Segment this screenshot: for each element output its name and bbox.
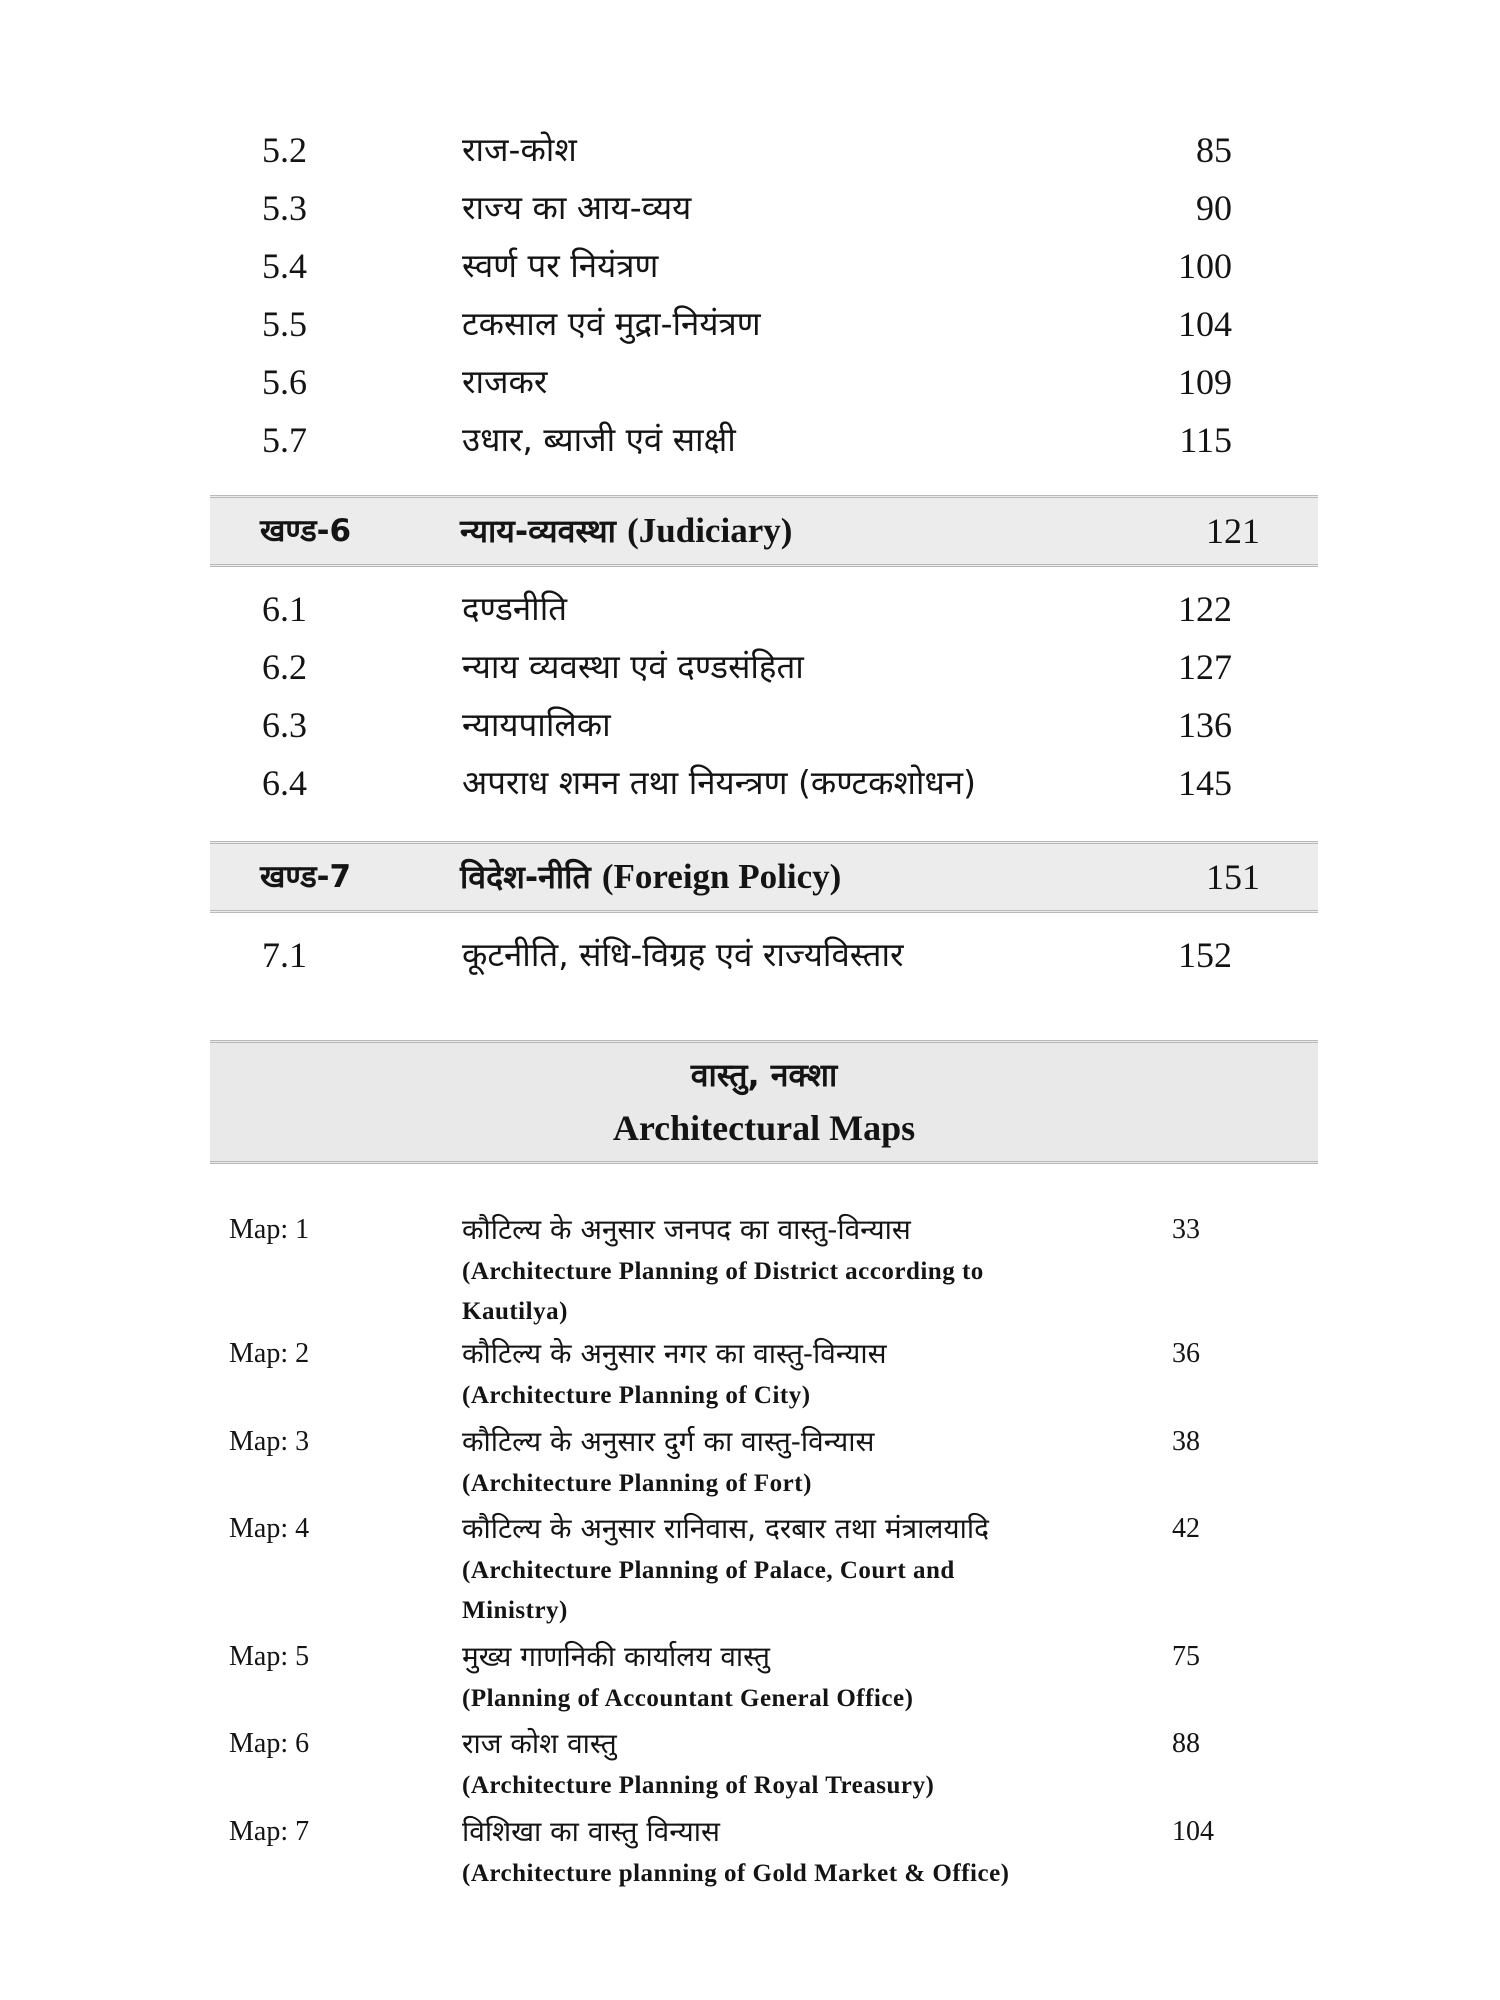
section-heading-6	[210, 495, 1318, 567]
map-title-hindi: कौटिल्य के अनुसार जनपद का वास्तु-विन्यास	[462, 1213, 911, 1246]
toc-page: 122	[1178, 589, 1232, 629]
map-label: Map: 7	[229, 1816, 310, 1847]
map-label: Map: 3	[229, 1426, 310, 1457]
map-title-english: (Planning of Accountant General Office)	[462, 1685, 914, 1712]
toc-title: न्यायपालिका	[462, 705, 611, 744]
map-title-english: (Architecture Planning of City)	[462, 1382, 811, 1409]
toc-page: 104	[1178, 304, 1232, 344]
toc-row-5-6	[0, 353, 1500, 411]
toc-title: स्वर्ण पर नियंत्रण	[462, 246, 659, 285]
section-title-hindi: विदेश-नीति	[460, 858, 591, 896]
map-title-hindi: कौटिल्य के अनुसार रानिवास, दरबार तथा मंत्रालयादि	[462, 1512, 989, 1545]
section-title	[460, 844, 841, 910]
toc-row-5-3	[0, 179, 1500, 237]
toc-title: राजकर	[462, 362, 548, 401]
map-page: 36	[1172, 1338, 1200, 1369]
map-title-english: (Architecture Planning of Fort)	[462, 1470, 812, 1497]
section-title-english: (Foreign Policy)	[601, 857, 842, 896]
section-page: 121	[1206, 511, 1260, 551]
toc-row-5-4	[0, 237, 1500, 295]
section-page: 151	[1206, 857, 1260, 897]
map-page: 88	[1172, 1728, 1200, 1759]
toc-page: 152	[1178, 935, 1232, 975]
map-label: Map: 1	[229, 1214, 310, 1245]
toc-title: टकसाल एवं मुद्रा-नियंत्रण	[462, 304, 761, 343]
section-title-hindi: न्याय-व्यवस्था	[460, 512, 616, 550]
map-label: Map: 4	[229, 1513, 310, 1544]
map-title-english: (Architecture Planning of District according to Kautilya)	[462, 1258, 984, 1325]
map-page: 104	[1172, 1816, 1214, 1847]
toc-page: 85	[1196, 130, 1232, 170]
map-title-english: (Architecture Planning of Palace, Court and Ministry)	[462, 1557, 955, 1624]
toc-row-5-5	[0, 295, 1500, 353]
toc-number: 5.3	[262, 188, 307, 228]
section-label: खण्ड-6	[260, 513, 352, 549]
toc-title: दण्डनीति	[462, 589, 568, 628]
map-title-hindi: कौटिल्य के अनुसार नगर का वास्तु-विन्यास	[462, 1337, 887, 1370]
map-title-hindi: राज कोश वास्तु	[462, 1727, 617, 1760]
toc-title: राज्य का आय-व्यय	[462, 188, 692, 227]
toc-page: 109	[1178, 362, 1232, 402]
toc-title: उधार, ब्याजी एवं साक्षी	[462, 420, 736, 459]
toc-title: अपराध शमन तथा नियन्त्रण (कण्टकशोधन)	[462, 763, 976, 802]
toc-title: राज-कोश	[462, 130, 577, 169]
toc-number: 7.1	[262, 935, 307, 975]
section-label: खण्ड-7	[260, 859, 352, 895]
toc-number: 5.2	[262, 130, 307, 170]
toc-row-5-7	[0, 411, 1500, 469]
toc-number: 6.4	[262, 763, 307, 803]
map-page: 38	[1172, 1426, 1200, 1457]
section-heading-7	[210, 841, 1318, 913]
toc-row-6-3	[0, 696, 1500, 754]
toc-page: 136	[1178, 705, 1232, 745]
toc-number: 6.3	[262, 705, 307, 745]
map-title-english: (Architecture planning of Gold Market & Office)	[462, 1860, 1010, 1887]
map-page: 33	[1172, 1214, 1200, 1245]
toc-page: 115	[1179, 420, 1232, 460]
map-title-hindi: विशिखा का वास्तु विन्यास	[462, 1815, 720, 1848]
toc-number: 6.2	[262, 647, 307, 687]
map-label: Map: 5	[229, 1641, 310, 1672]
toc-number: 5.6	[262, 362, 307, 402]
toc-number: 5.4	[262, 246, 307, 286]
toc-number: 5.5	[262, 304, 307, 344]
toc-title: कूटनीति, संधि-विग्रह एवं राज्यविस्तार	[462, 935, 904, 974]
toc-page: 145	[1178, 763, 1232, 803]
toc-number: 6.1	[262, 589, 307, 629]
section-title	[460, 498, 792, 564]
toc-row-6-4	[0, 754, 1500, 812]
toc-title: न्याय व्यवस्था एवं दण्डसंहिता	[462, 647, 804, 686]
map-title-hindi: मुख्य गाणनिकी कार्यालय वास्तु	[462, 1640, 771, 1673]
maps-heading	[210, 1040, 1318, 1164]
toc-row-6-1	[0, 580, 1500, 638]
maps-heading-hindi: वास्तु, नक्शा	[690, 1056, 838, 1094]
toc-page: 127	[1178, 647, 1232, 687]
map-label: Map: 2	[229, 1338, 310, 1369]
toc-row-6-2	[0, 638, 1500, 696]
map-title-english: (Architecture Planning of Royal Treasury)	[462, 1772, 935, 1799]
map-title-hindi: कौटिल्य के अनुसार दुर्ग का वास्तु-विन्यास	[462, 1425, 875, 1458]
toc-number: 5.7	[262, 420, 307, 460]
map-label: Map: 6	[229, 1728, 310, 1759]
toc-page: 100	[1178, 246, 1232, 286]
toc-row-7-1	[0, 926, 1500, 984]
maps-heading-english: Architectural Maps	[612, 1108, 916, 1148]
map-page: 75	[1172, 1641, 1200, 1672]
toc-row-5-2	[0, 121, 1500, 179]
map-page: 42	[1172, 1513, 1200, 1544]
toc-page: 90	[1196, 188, 1232, 228]
section-title-english: (Judiciary)	[627, 511, 793, 550]
